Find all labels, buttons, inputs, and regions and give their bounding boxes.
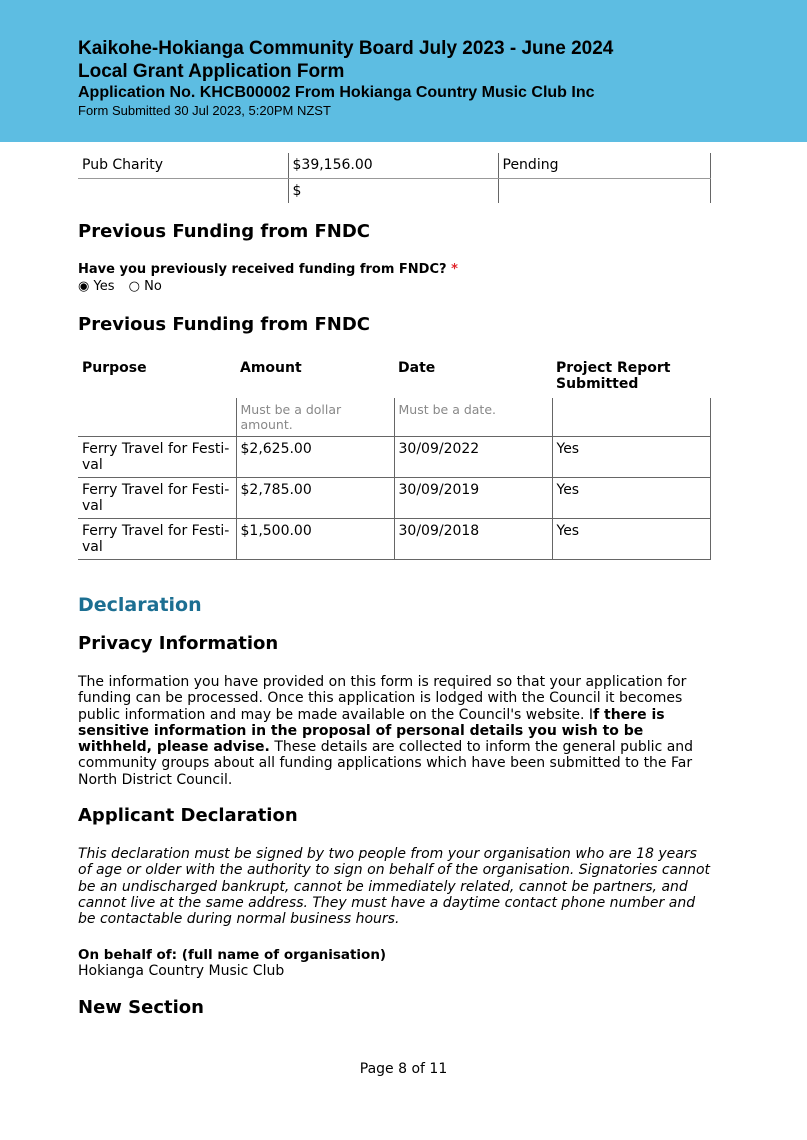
behalf-value: Hokianga Country Music Club bbox=[78, 962, 285, 979]
table-header-row bbox=[78, 356, 710, 398]
report-placeholder bbox=[552, 398, 710, 437]
amount-cell: $2,625.00 bbox=[236, 437, 394, 478]
privacy-text-bold: f there is sensitive information in the proposal of personal details you wish to be withheld, please advise. bbox=[78, 706, 665, 756]
date-cell: 30/09/2019 bbox=[394, 478, 552, 519]
table-row bbox=[78, 437, 710, 478]
privacy-text-end: These details are collected to inform the general public and community groups about all funding applications which have been submitted to the Far North District Council. bbox=[78, 739, 694, 788]
form-header bbox=[0, 0, 807, 142]
radio-yes-label: Yes bbox=[93, 279, 115, 294]
application-number: Application No. KHCB00002 From Hokianga Country Music Club Inc bbox=[78, 84, 595, 101]
date-placeholder: Must be a date. bbox=[394, 398, 552, 437]
table-row bbox=[78, 478, 710, 519]
radio-yes[interactable] bbox=[78, 279, 114, 295]
declaration-heading: Declaration bbox=[78, 594, 202, 616]
previous-funding-radio-group bbox=[78, 279, 710, 295]
privacy-heading: Privacy Information bbox=[78, 633, 279, 654]
radio-selected-icon: ◉ bbox=[78, 279, 90, 294]
funding-status-cell bbox=[498, 178, 710, 203]
behalf-label: On behalf of: (full name of organisation) bbox=[78, 946, 387, 963]
column-header-purpose: Purpose bbox=[82, 360, 147, 376]
amount-placeholder: Must be a dollar amount. bbox=[236, 398, 394, 437]
purpose-cell: Ferry Travel for Festi-val bbox=[78, 437, 236, 478]
other-funding-table bbox=[78, 153, 711, 203]
new-section-heading: New Section bbox=[78, 996, 204, 1018]
report-cell: Yes bbox=[552, 437, 710, 478]
submitted-timestamp: Form Submitted 30 Jul 2023, 5:20PM NZST bbox=[78, 103, 331, 118]
purpose-placeholder bbox=[78, 398, 236, 437]
radio-no-label: No bbox=[144, 279, 162, 294]
funding-source-cell bbox=[78, 178, 288, 203]
date-cell: 30/09/2018 bbox=[394, 519, 552, 560]
previous-funding-heading: Previous Funding from FNDC bbox=[78, 221, 370, 242]
report-cell: Yes bbox=[552, 478, 710, 519]
funding-amount-cell: $39,156.00 bbox=[288, 153, 498, 178]
privacy-paragraph bbox=[78, 674, 710, 788]
column-header-date: Date bbox=[398, 360, 436, 376]
page-number: Page 8 of 11 bbox=[359, 1061, 448, 1077]
column-header-report: Project Report Submitted bbox=[556, 360, 671, 392]
form-content bbox=[78, 153, 710, 1019]
applicant-declaration-heading: Applicant Declaration bbox=[78, 805, 298, 827]
funding-source-cell: Pub Charity bbox=[78, 153, 288, 178]
form-title-line1: Kaikohe-Hokianga Community Board July 2023 - June 2024 bbox=[78, 38, 614, 59]
radio-unselected-icon: ○ bbox=[128, 279, 140, 294]
amount-cell: $1,500.00 bbox=[236, 519, 394, 560]
table-row bbox=[78, 153, 710, 178]
form-title-line2: Local Grant Application Form bbox=[78, 61, 345, 82]
date-cell: 30/09/2022 bbox=[394, 437, 552, 478]
previous-funding-table bbox=[78, 356, 711, 560]
radio-no[interactable] bbox=[129, 279, 162, 295]
table-row bbox=[78, 519, 710, 560]
privacy-text-start: The information you have provided on this form is required so that your application for funding can be processed. Once this application is lodged with the Council it becomes public information and may be made available on the Council's website. I bbox=[78, 674, 687, 723]
applicant-declaration-text: This declaration must be signed by two people from your organisation who are 18 years of age or older with the authority to sign on behalf of the organisation. Signatories cannot be an undischarged bankrupt, cannot be immediately related, cannot be partners, and cannot live at the same address. They must have a daytime contact phone number and be contactable during normal business hours. bbox=[78, 846, 711, 928]
required-marker: * bbox=[451, 262, 458, 277]
funding-status-cell: Pending bbox=[498, 153, 710, 178]
table-placeholder-row bbox=[78, 398, 710, 437]
question-text: Have you previously received funding from FNDC? bbox=[78, 262, 447, 277]
previous-funding-question bbox=[78, 262, 710, 278]
funding-amount-cell: $ bbox=[288, 178, 498, 203]
column-header-amount: Amount bbox=[240, 360, 302, 376]
previous-funding-table-heading: Previous Funding from FNDC bbox=[78, 314, 370, 335]
amount-cell: $2,785.00 bbox=[236, 478, 394, 519]
purpose-cell: Ferry Travel for Festi-val bbox=[78, 519, 236, 560]
report-cell: Yes bbox=[552, 519, 710, 560]
table-row bbox=[78, 178, 710, 203]
purpose-cell: Ferry Travel for Festi-val bbox=[78, 478, 236, 519]
